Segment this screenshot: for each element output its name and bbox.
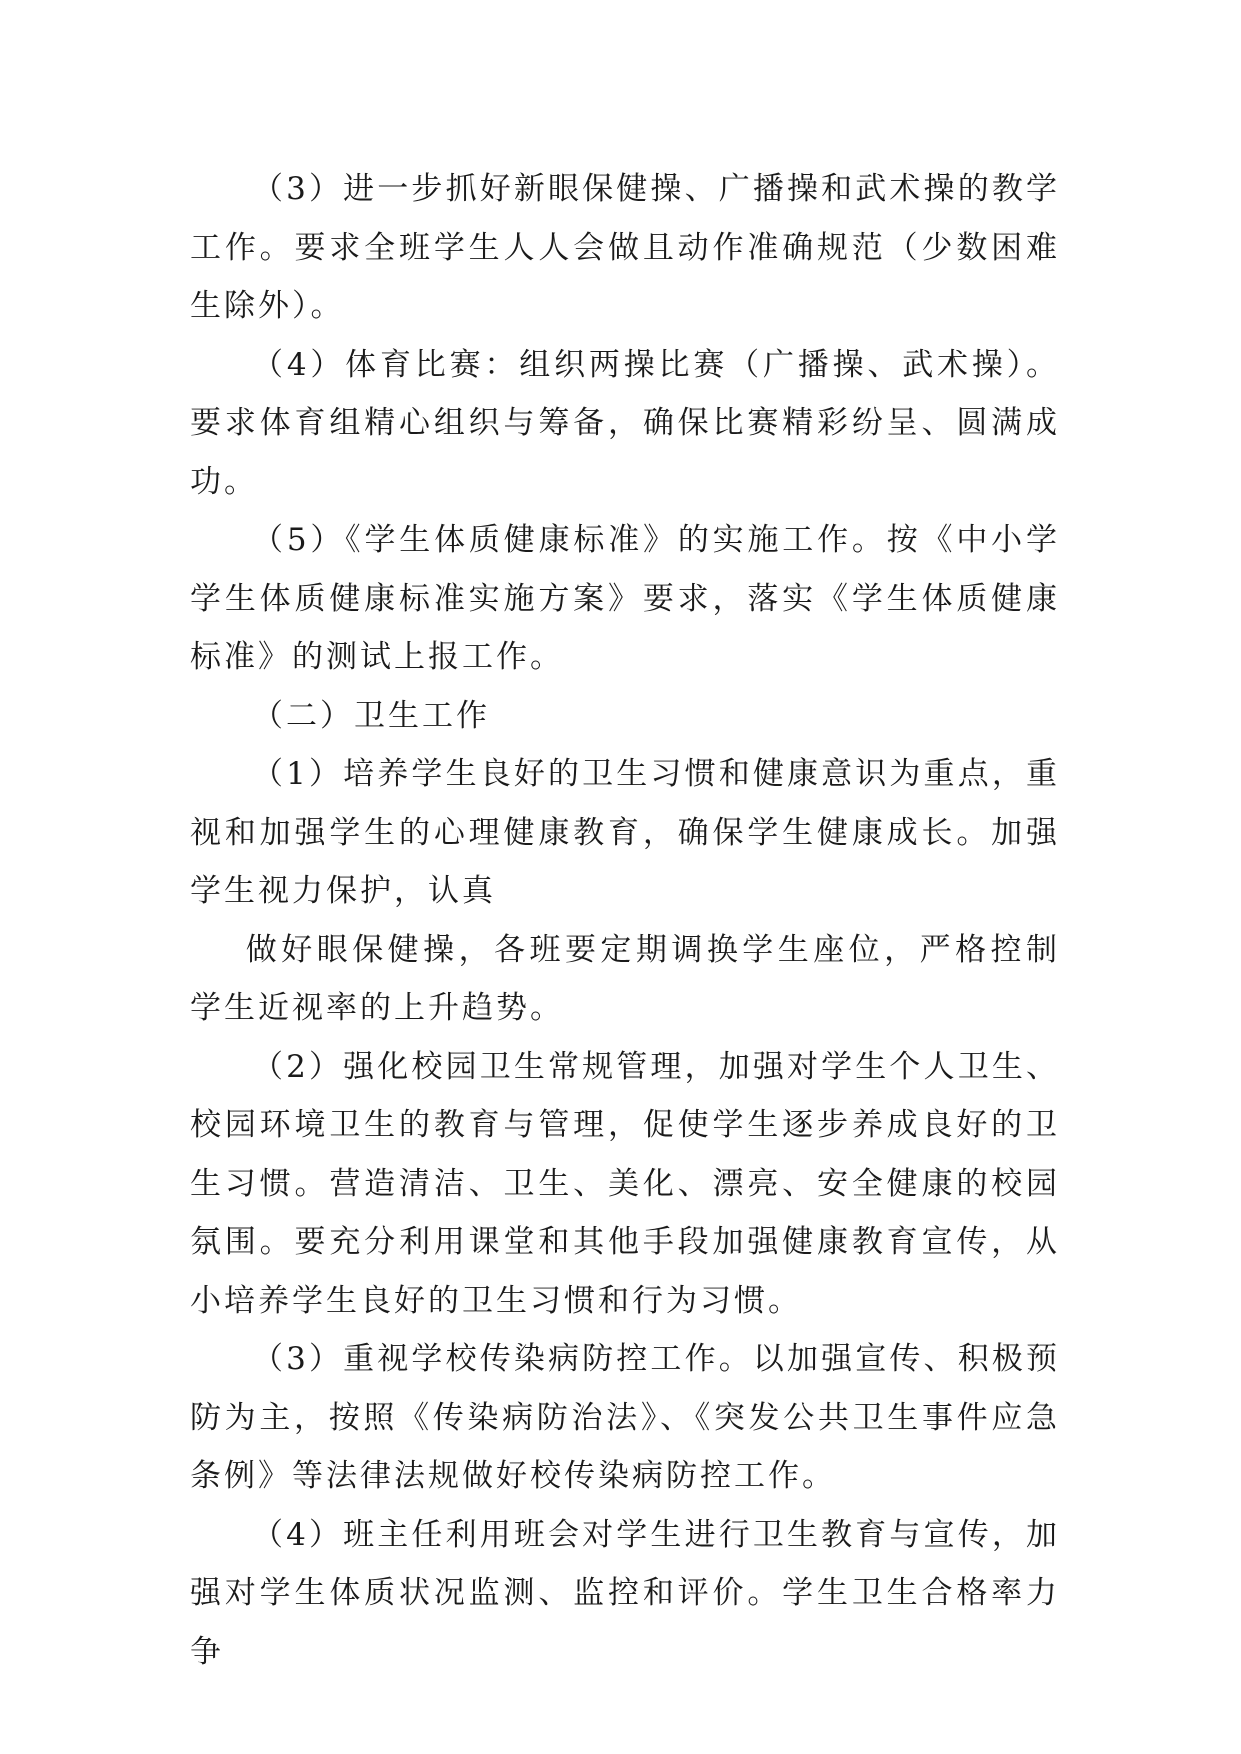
paragraph-3-exercises: （3）进一步抓好新眼保健操、广播操和武术操的教学工作。要求全班学生人人会做且动作准确规范（少数困难生除外）。	[190, 171, 1060, 324]
section-heading-hygiene: （二）卫生工作	[252, 697, 490, 734]
paragraph-2-campus-hygiene: （2）强化校园卫生常规管理，加强对学生个人卫生、校园环境卫生的教育与管理，促使学生逐步养成良好的卫生习惯。营造清洁、卫生、美化、漂亮、安全健康的校园氛围。要充分利用课堂和其他手段加强健康教育宣传，从小培养学生良好的卫生习惯和行为习惯。	[190, 1048, 1060, 1319]
paragraph-4-class-teacher: （4）班主任利用班会对学生进行卫生教育与宣传，加强对学生体质状况监测、监控和评价。学生卫生合格率力争	[190, 1516, 1060, 1670]
paragraph-3-disease-prevention: （3）重视学校传染病防控工作。以加强宣传、积极预防为主，按照《传染病防治法》、《突发公共卫生事件应急条例》等法律法规做好校传染病防控工作。	[190, 1341, 1060, 1494]
paragraph-1-hygiene-habits: （1）培养学生良好的卫生习惯和健康意识为重点，重视和加强学生的心理健康教育，确保学生健康成长。加强学生视力保护，认真	[190, 756, 1060, 909]
paragraph-eye-exercises: 做好眼保健操，各班要定期调换学生座位，严格控制学生近视率的上升趋势。	[190, 931, 1060, 1026]
document-body	[190, 160, 1060, 1681]
paragraph-4-sports-competition: （4）体育比赛：组织两操比赛（广播操、武术操）。要求体育组精心组织与筹备，确保比赛精彩纷呈、圆满成功。	[190, 346, 1060, 500]
paragraph-5-fitness-standard: （5）《学生体质健康标准》的实施工作。按《中小学学生体质健康标准实施方案》要求，落实《学生体质健康标准》的测试上报工作。	[190, 522, 1060, 675]
